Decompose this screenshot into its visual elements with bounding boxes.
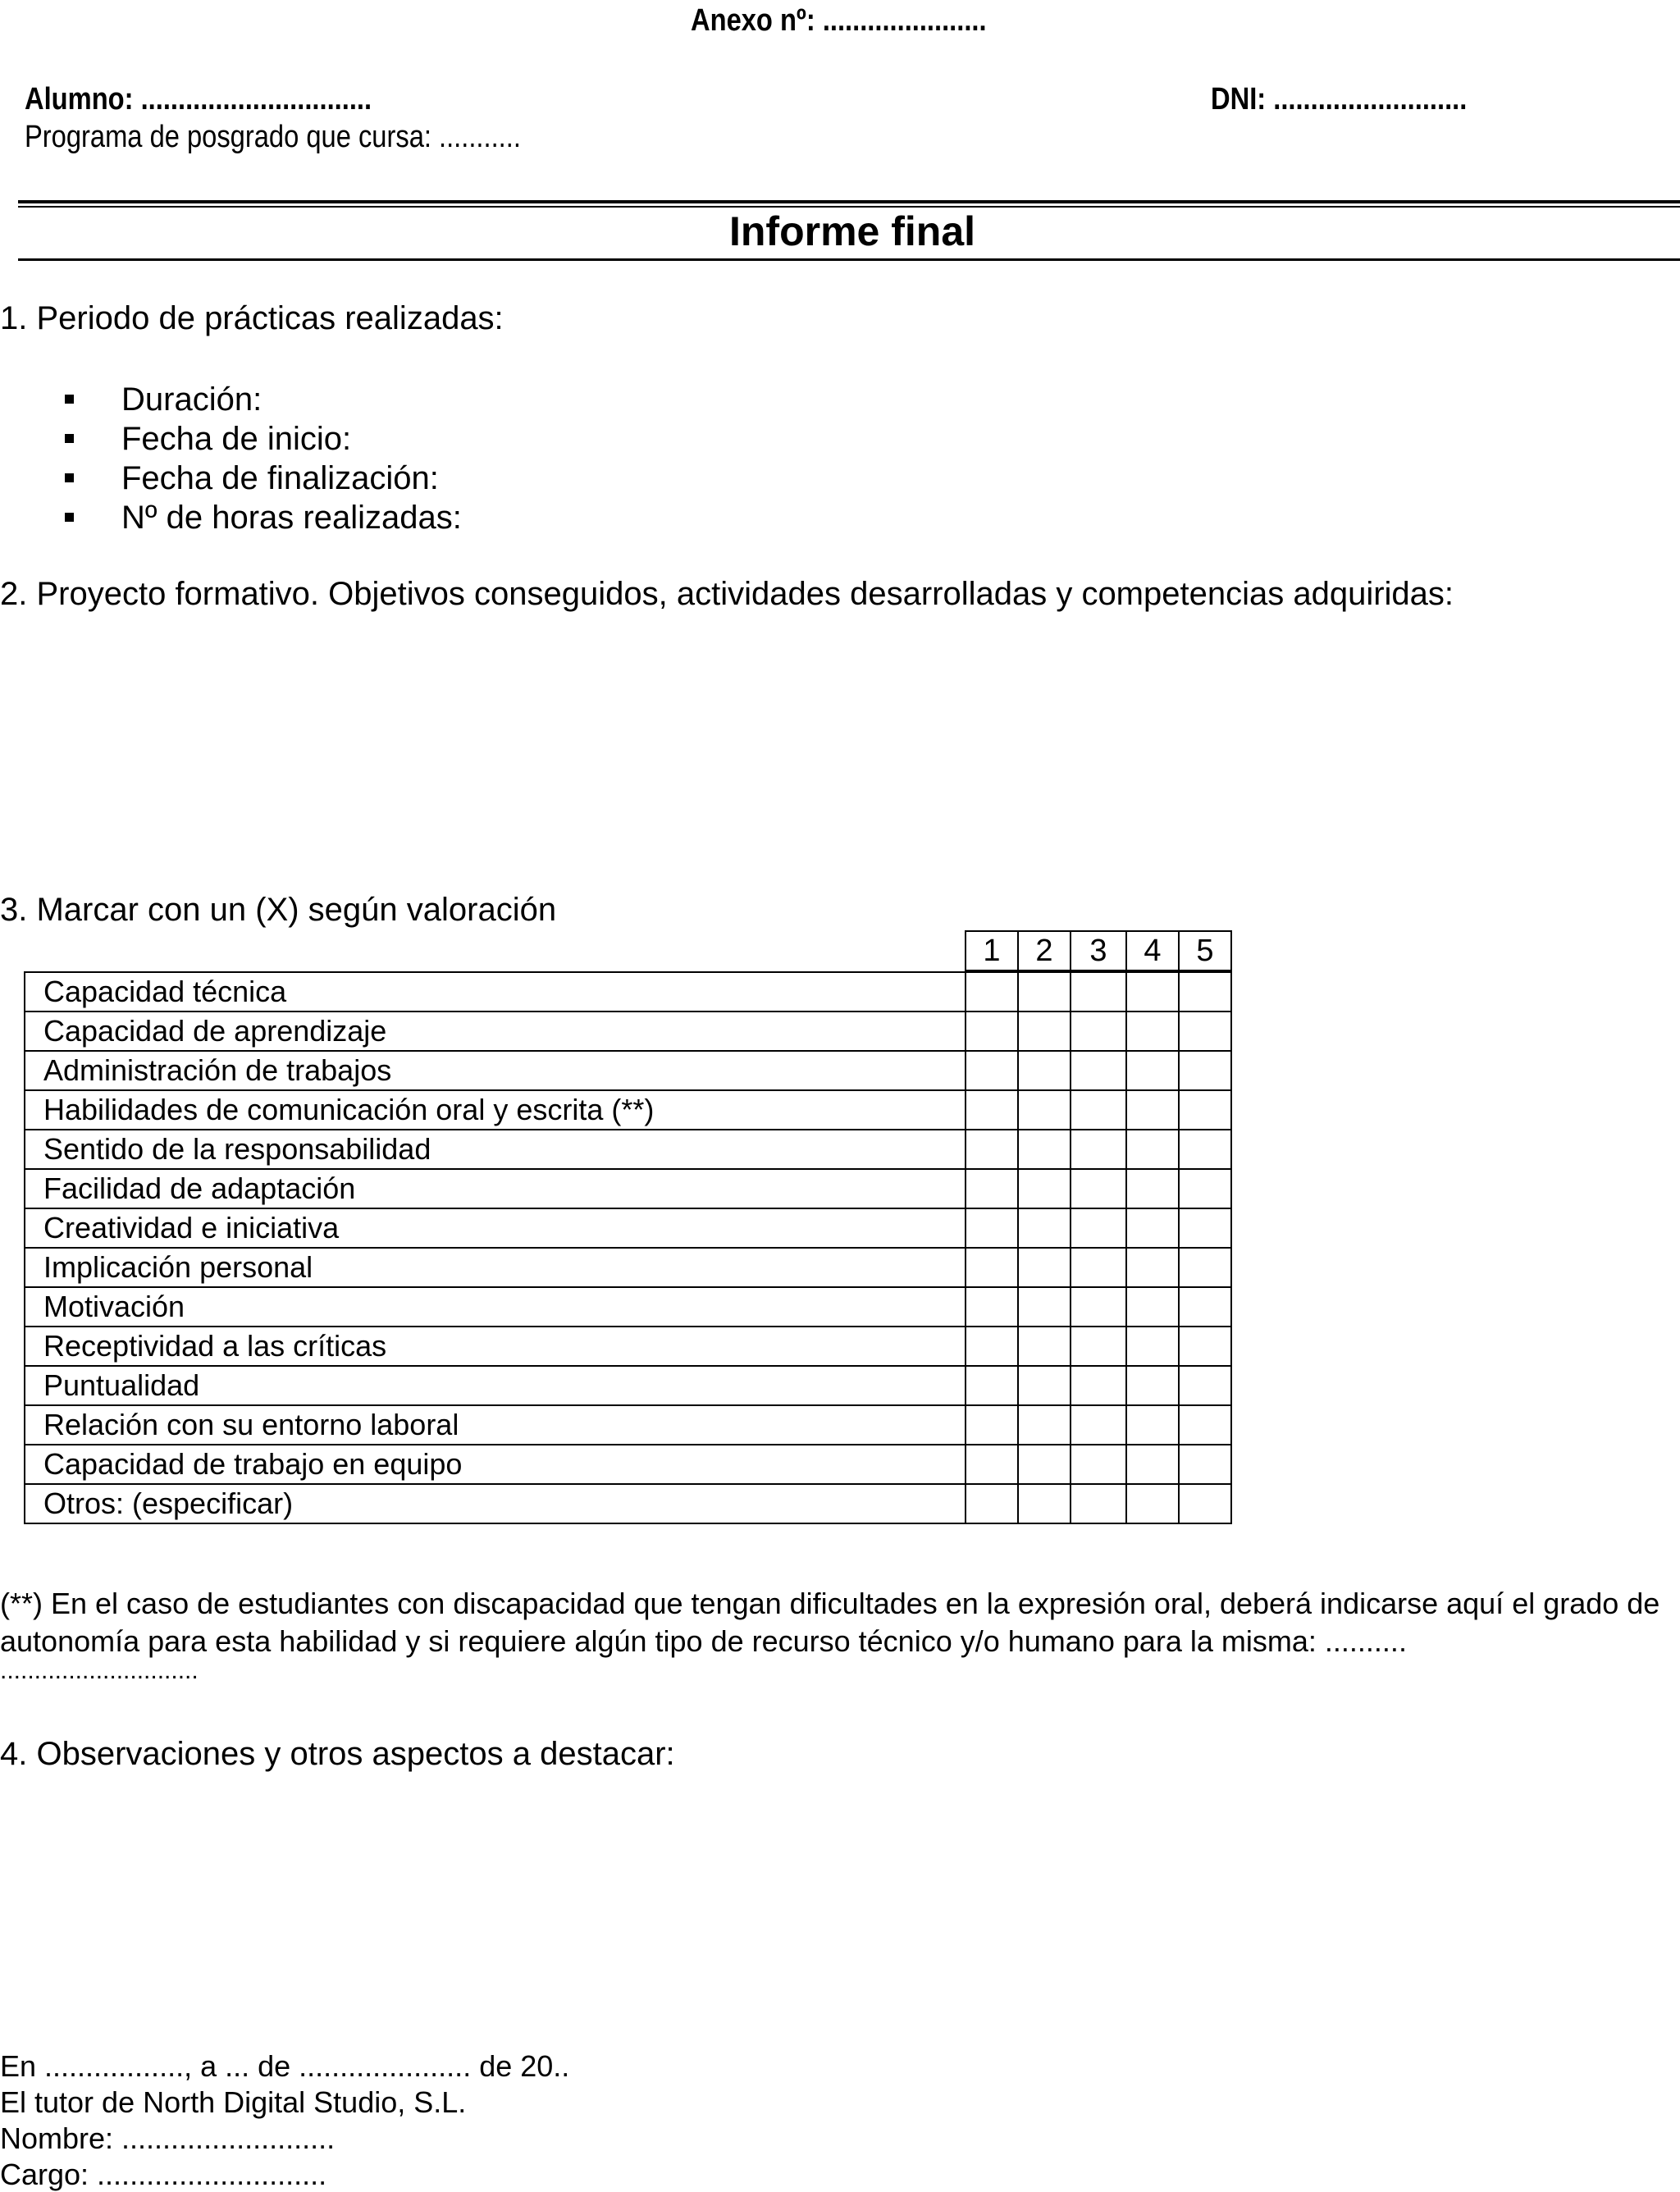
section3-heading: 3. Marcar con un (X) según valoración — [0, 892, 557, 928]
criterion-label: Sentido de la responsabilidad — [25, 1130, 966, 1169]
criterion-label: Capacidad de trabajo en equipo — [25, 1445, 966, 1484]
bullet-square-icon — [65, 513, 74, 522]
criterion-label: Puntualidad — [25, 1366, 966, 1405]
rating-cell-1[interactable] — [966, 972, 1018, 1012]
bullet-square-icon — [65, 395, 74, 404]
rating-cell-1[interactable] — [966, 1130, 1018, 1169]
dni-label: DNI: .......................... — [1211, 82, 1468, 116]
table-row — [25, 1248, 1231, 1287]
rating-cell-4[interactable] — [1126, 1130, 1179, 1169]
rating-cell-4[interactable] — [1126, 1169, 1179, 1208]
list-item — [0, 498, 462, 537]
table-row — [25, 1445, 1231, 1484]
tutor-position-line: Cargo: ............................ — [0, 2158, 327, 2191]
rating-cell-1[interactable] — [966, 1012, 1018, 1051]
rating-cell-2[interactable] — [1018, 1051, 1071, 1090]
scale-3-header: 3 — [1071, 931, 1126, 970]
rating-cell-5[interactable] — [1179, 1248, 1231, 1287]
rating-cell-3[interactable] — [1071, 1130, 1126, 1169]
list-item — [0, 419, 462, 459]
table-row — [25, 1405, 1231, 1445]
rating-cell-3[interactable] — [1071, 1327, 1126, 1366]
table-row — [25, 1169, 1231, 1208]
rating-cell-4[interactable] — [1126, 1484, 1179, 1523]
criterion-label: Receptividad a las críticas — [25, 1327, 966, 1366]
table-row — [25, 1366, 1231, 1405]
rating-cell-3[interactable] — [1071, 1208, 1126, 1248]
rating-cell-5[interactable] — [1179, 1366, 1231, 1405]
program-label: Programa de posgrado que cursa: ........... — [25, 120, 521, 154]
accessibility-note-line3: ............................. — [0, 1657, 199, 1684]
criterion-label: Facilidad de adaptación — [25, 1169, 966, 1208]
rating-cell-3[interactable] — [1071, 1248, 1126, 1287]
rating-cell-2[interactable] — [1018, 1208, 1071, 1248]
rating-cell-5[interactable] — [1179, 1445, 1231, 1484]
criterion-label: Otros: (especificar) — [25, 1484, 966, 1523]
rating-cell-4[interactable] — [1126, 972, 1179, 1012]
rating-cell-1[interactable] — [966, 1090, 1018, 1130]
criterion-label: Creatividad e iniciativa — [25, 1208, 966, 1248]
rating-cell-4[interactable] — [1126, 1051, 1179, 1090]
rating-cell-4[interactable] — [1126, 1445, 1179, 1484]
rating-cell-4[interactable] — [1126, 1366, 1179, 1405]
tutor-name-line: Nombre: .......................... — [0, 2121, 336, 2155]
bullet-square-icon — [65, 473, 74, 482]
rating-cell-2[interactable] — [1018, 1169, 1071, 1208]
table-row — [25, 1327, 1231, 1366]
criterion-label: Administración de trabajos — [25, 1051, 966, 1090]
rating-cell-1[interactable] — [966, 1287, 1018, 1327]
rating-cell-4[interactable] — [1126, 1090, 1179, 1130]
criterion-label: Motivación — [25, 1287, 966, 1327]
criterion-label: Habilidades de comunicación oral y escrita (**) — [25, 1090, 966, 1130]
table-row — [25, 1287, 1231, 1327]
rating-cell-4[interactable] — [1126, 1012, 1179, 1051]
rating-cell-1[interactable] — [966, 1208, 1018, 1248]
rating-cell-1[interactable] — [966, 1445, 1018, 1484]
rating-cell-2[interactable] — [1018, 1248, 1071, 1287]
rating-cell-5[interactable] — [1179, 1169, 1231, 1208]
section1-heading: 1. Periodo de prácticas realizadas: — [0, 300, 504, 336]
criterion-label: Implicación personal — [25, 1248, 966, 1287]
rating-cell-3[interactable] — [1071, 1090, 1126, 1130]
accessibility-note-line2: autonomía para esta habilidad y si requiere algún tipo de recurso técnico y/o humano para la misma: .......... — [0, 1624, 1407, 1658]
item-start-date: Fecha de inicio: — [121, 421, 352, 457]
rating-table — [24, 971, 1232, 1524]
rating-cell-2[interactable] — [1018, 1287, 1071, 1327]
rating-cell-2[interactable] — [1018, 972, 1071, 1012]
rating-cell-5[interactable] — [1179, 1208, 1231, 1248]
list-item — [0, 380, 462, 419]
rating-cell-2[interactable] — [1018, 1405, 1071, 1445]
annex-number-label: Anexo nº: ...................... — [691, 3, 987, 38]
criterion-label: Capacidad técnica — [25, 972, 966, 1012]
rating-cell-1[interactable] — [966, 1366, 1018, 1405]
rating-cell-1[interactable] — [966, 1484, 1018, 1523]
rating-cell-2[interactable] — [1018, 1327, 1071, 1366]
rating-cell-3[interactable] — [1071, 1445, 1126, 1484]
rating-cell-5[interactable] — [1179, 972, 1231, 1012]
rating-cell-2[interactable] — [1018, 1445, 1071, 1484]
item-end-date: Fecha de finalización: — [121, 460, 439, 496]
rating-cell-3[interactable] — [1071, 1169, 1126, 1208]
tutor-line: El tutor de North Digital Studio, S.L. — [0, 2085, 467, 2119]
table-row — [25, 1208, 1231, 1248]
rating-cell-2[interactable] — [1018, 1130, 1071, 1169]
criterion-label: Capacidad de aprendizaje — [25, 1012, 966, 1051]
table-row — [25, 972, 1231, 1012]
rating-cell-2[interactable] — [1018, 1366, 1071, 1405]
bullet-square-icon — [65, 434, 74, 443]
rating-cell-5[interactable] — [1179, 1012, 1231, 1051]
rating-cell-5[interactable] — [1179, 1327, 1231, 1366]
rating-cell-5[interactable] — [1179, 1130, 1231, 1169]
student-name-label: Alumno: ............................... — [25, 82, 372, 116]
table-row — [25, 1090, 1231, 1130]
rating-cell-2[interactable] — [1018, 1012, 1071, 1051]
item-hours: Nº de horas realizadas: — [121, 500, 462, 536]
rating-cell-3[interactable] — [1071, 1287, 1126, 1327]
criterion-label: Relación con su entorno laboral — [25, 1405, 966, 1445]
rating-cell-1[interactable] — [966, 1169, 1018, 1208]
rating-cell-4[interactable] — [1126, 1248, 1179, 1287]
rating-cell-4[interactable] — [1126, 1287, 1179, 1327]
rating-cell-5[interactable] — [1179, 1287, 1231, 1327]
page-title: Informe final — [729, 208, 976, 254]
scale-1-header: 1 — [966, 931, 1018, 970]
accessibility-note-line1: (**) En el caso de estudiantes con discapacidad que tengan dificultades en la expresión oral, deberá indicarse aquí el grado de — [0, 1587, 1660, 1620]
rating-cell-5[interactable] — [1179, 1484, 1231, 1523]
scale-4-header: 4 — [1126, 931, 1179, 970]
title-top-rule — [18, 200, 1680, 203]
rating-cell-4[interactable] — [1126, 1405, 1179, 1445]
rating-cell-1[interactable] — [966, 1248, 1018, 1287]
title-bottom-rule — [18, 258, 1680, 261]
rating-cell-2[interactable] — [1018, 1484, 1071, 1523]
rating-cell-5[interactable] — [1179, 1090, 1231, 1130]
rating-cell-3[interactable] — [1071, 1405, 1126, 1445]
rating-cell-3[interactable] — [1071, 1484, 1126, 1523]
rating-cell-4[interactable] — [1126, 1327, 1179, 1366]
scale-5-header: 5 — [1179, 931, 1231, 970]
rating-cell-1[interactable] — [966, 1327, 1018, 1366]
rating-cell-3[interactable] — [1071, 972, 1126, 1012]
table-row — [25, 1130, 1231, 1169]
table-row — [25, 1051, 1231, 1090]
scale-2-header: 2 — [1018, 931, 1071, 970]
list-item — [0, 459, 462, 498]
rating-cell-1[interactable] — [966, 1051, 1018, 1090]
rating-cell-5[interactable] — [1179, 1405, 1231, 1445]
rating-scale-header — [965, 930, 1232, 971]
rating-cell-3[interactable] — [1071, 1012, 1126, 1051]
place-date-line: En ................., a ... de ..................... de 20.. — [0, 2049, 570, 2083]
practice-period-list — [0, 380, 462, 537]
rating-cell-2[interactable] — [1018, 1090, 1071, 1130]
item-duration: Duración: — [121, 381, 262, 418]
section4-heading: 4. Observaciones y otros aspectos a destacar: — [0, 1736, 675, 1772]
rating-cell-3[interactable] — [1071, 1051, 1126, 1090]
rating-cell-3[interactable] — [1071, 1366, 1126, 1405]
rating-cell-5[interactable] — [1179, 1051, 1231, 1090]
rating-cell-1[interactable] — [966, 1405, 1018, 1445]
table-row — [25, 1484, 1231, 1523]
table-row — [25, 1012, 1231, 1051]
section2-heading: 2. Proyecto formativo. Objetivos conseguidos, actividades desarrolladas y competencias adquiridas: — [0, 576, 1454, 612]
rating-cell-4[interactable] — [1126, 1208, 1179, 1248]
